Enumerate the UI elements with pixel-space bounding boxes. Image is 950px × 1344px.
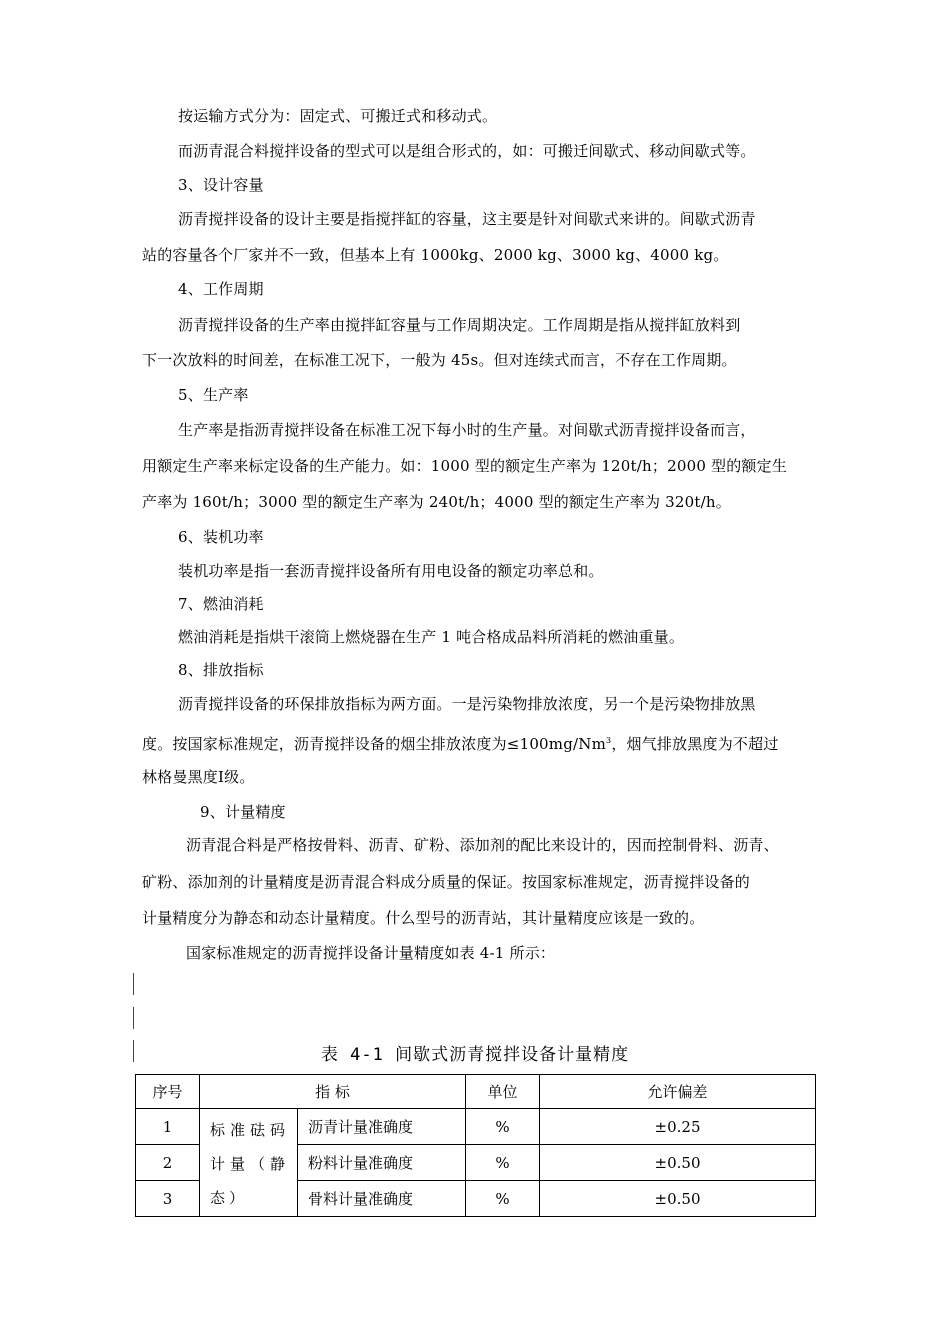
header-cell: 单位 xyxy=(466,1075,540,1109)
row-number: 2 xyxy=(136,1145,200,1181)
paragraph: 沥青搅拌设备的环保排放指标为两方面。一是污染物排放浓度，另一个是污染物排放黑 xyxy=(178,695,756,713)
header-cell: 允许偏差 xyxy=(540,1075,816,1109)
paragraph: 度。按国家标准规定，沥青搅拌设备的烟尘排放浓度为$\le 100mg/Nm^3$，烟气排放黑度为不超过 xyxy=(142,735,779,753)
paragraph: 沥青搅拌设备的生产率由搅拌缸容量与工作周期决定。工作周期是指从搅拌缸放料到 xyxy=(178,316,741,334)
paragraph: 按运输方式分为：固定式、可搬迁式和移动式。 xyxy=(178,107,498,125)
paragraph: 沥青混合料是严格按骨料、沥青、矿粉、添加剂的配比来设计的，因而控制骨料、沥青、 xyxy=(186,836,779,854)
section-heading: 9、计量精度 xyxy=(200,803,286,821)
paragraph: 沥青搅拌设备的设计主要是指搅拌缸的容量，这主要是针对间歇式来讲的。间歇式沥青 xyxy=(178,210,756,228)
revision-bar xyxy=(133,1007,134,1029)
paragraph: 矿粉、添加剂的计量精度是沥青混合料成分质量的保证。按国家标准规定，沥青搅拌设备的 xyxy=(142,873,751,891)
paragraph: 燃油消耗是指烘干滚筒上燃烧器在生产 1 吨合格成品料所消耗的燃油重量。 xyxy=(178,628,685,646)
paragraph: 计量精度分为静态和动态计量精度。什么型号的沥青站，其计量精度应该是一致的。 xyxy=(142,909,705,927)
section-heading: 5、生产率 xyxy=(178,386,249,404)
group-label: 标准砝码计量（静态） xyxy=(200,1109,298,1217)
precision-table xyxy=(135,1074,816,1217)
unit-cell: % xyxy=(466,1181,540,1217)
tolerance-cell: ±0.25 xyxy=(540,1109,816,1145)
revision-bar xyxy=(133,973,134,995)
paragraph: 林格曼黑度Ⅰ级。 xyxy=(142,768,255,786)
paragraph: 用额定生产率来标定设备的生产能力。如：1000 型的额定生产率为 120t/h；2000 型的额定生 xyxy=(142,457,788,475)
superscript: 3 xyxy=(606,736,612,745)
paragraph: 产率为 160t/h；3000 型的额定生产率为 240t/h；4000 型的额定生产率为 320t/h。 xyxy=(142,493,731,511)
paragraph: 生产率是指沥青搅拌设备在标准工况下每小时的生产量。对间歇式沥青搅拌设备而言， xyxy=(178,421,756,439)
paragraph: 国家标准规定的沥青搅拌设备计量精度如表 4-1 所示： xyxy=(186,944,556,962)
section-heading: 4、工作周期 xyxy=(178,280,264,298)
section-heading: 7、燃油消耗 xyxy=(178,595,264,613)
unit-cell: % xyxy=(466,1145,540,1181)
item-cell: 骨料计量准确度 xyxy=(298,1181,466,1217)
table-row xyxy=(136,1109,816,1145)
table-caption: 表 4-1 间歇式沥青搅拌设备计量精度 xyxy=(320,1045,630,1065)
section-heading: 6、装机功率 xyxy=(178,528,264,546)
paragraph: 而沥青混合料搅拌设备的型式可以是组合形式的，如：可搬迁间歇式、移动间歇式等。 xyxy=(178,142,756,160)
header-cell: 指 标 xyxy=(200,1075,466,1109)
section-heading: 3、设计容量 xyxy=(178,176,264,194)
paragraph: 站的容量各个厂家并不一致，但基本上有 1000kg、2000 kg、3000 kg、4000 kg。 xyxy=(142,246,729,264)
row-number: 1 xyxy=(136,1109,200,1145)
tolerance-cell: ±0.50 xyxy=(540,1145,816,1181)
paragraph: 下一次放料的时间差，在标准工况下，一般为 45s。但对连续式而言，不存在工作周期。 xyxy=(142,351,737,369)
item-cell: 粉料计量准确度 xyxy=(298,1145,466,1181)
section-heading: 8、排放指标 xyxy=(178,661,264,679)
unit-cell: % xyxy=(466,1109,540,1145)
row-number: 3 xyxy=(136,1181,200,1217)
tolerance-cell: ±0.50 xyxy=(540,1181,816,1217)
header-cell: 序号 xyxy=(136,1075,200,1109)
paragraph: 装机功率是指一套沥青搅拌设备所有用电设备的额定功率总和。 xyxy=(178,562,604,580)
item-cell: 沥青计量准确度 xyxy=(298,1109,466,1145)
table-header-row xyxy=(136,1075,816,1109)
